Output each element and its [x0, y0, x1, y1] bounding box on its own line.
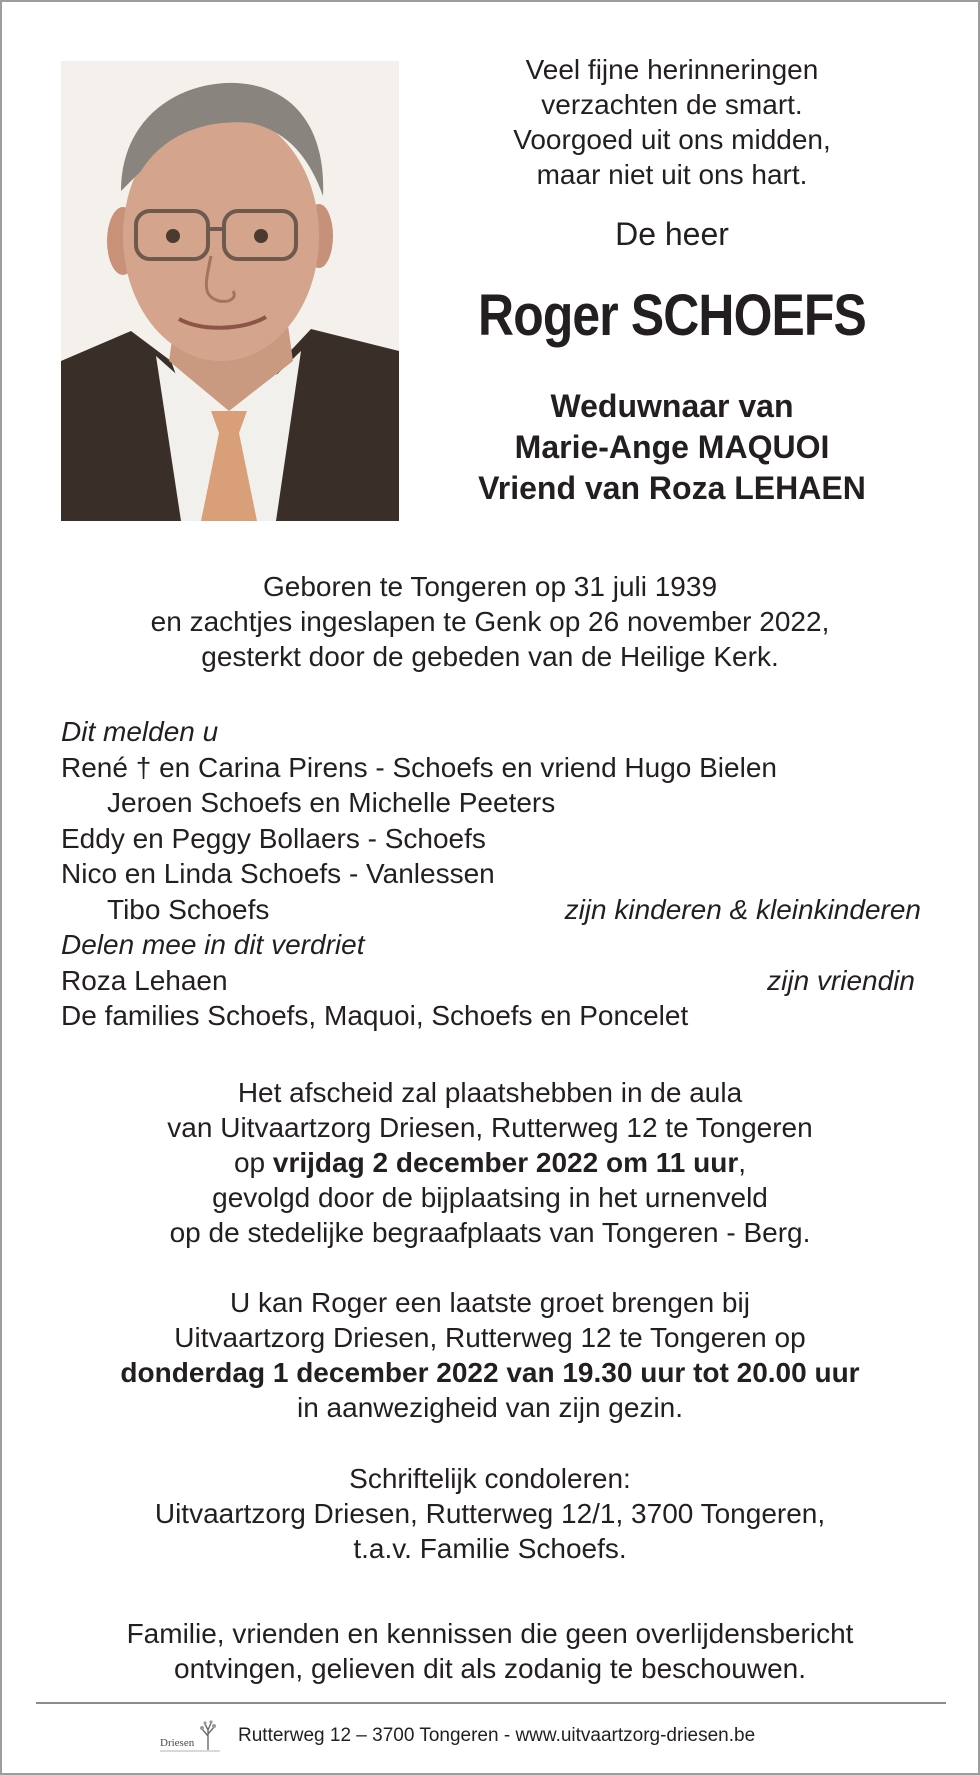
closing-block [2, 1616, 978, 1686]
ceremony-line: van Uitvaartzorg Driesen, Rutterweg 12 te Tongeren [167, 1112, 813, 1143]
visitation-line: Uitvaartzorg Driesen, Rutterweg 12 te Tongeren op [174, 1322, 806, 1353]
funeral-home-logo [158, 1716, 224, 1756]
footer [2, 1716, 978, 1756]
friend-line [61, 963, 921, 999]
condolence-line: t.a.v. Familie Schoefs. [353, 1533, 627, 1564]
friend-name: Roza Lehaen [61, 964, 228, 996]
portrait-photo [61, 61, 399, 521]
memorial-poem [432, 52, 912, 192]
poem-line: Voorgoed uit ons midden, [513, 124, 831, 155]
family-line: Jeroen Schoefs en Michelle Peeters [107, 787, 556, 818]
poem-line: verzachten de smart. [541, 89, 803, 120]
ceremony-line: op de stedelijke begraafplaats van Tongeren - Berg. [169, 1217, 811, 1248]
family-line-last [61, 892, 921, 928]
birth-block [2, 569, 978, 674]
ceremony-line: gevolgd door de bijplaatsing in het urnenveld [212, 1182, 768, 1213]
poem-line: Veel fijne herinneringen [525, 54, 819, 85]
condolence-line: Uitvaartzorg Driesen, Rutterweg 12/1, 3700 Tongeren, [154, 1498, 826, 1529]
ceremony-line: Het afscheid zal plaatshebben in de aula [237, 1077, 743, 1108]
visitation-line: in aanwezigheid van zijn gezin. [296, 1392, 684, 1423]
grandchild-name: Tibo Schoefs [107, 893, 270, 925]
footer-divider [36, 1702, 946, 1704]
ceremony-date-prefix: op [233, 1147, 273, 1178]
condolence-block [2, 1461, 978, 1566]
logo-text: Driesen [160, 1737, 195, 1749]
deceased-name: Roger SCHOEFS [478, 283, 866, 348]
friend-label: zijn vriendin [767, 964, 915, 996]
relations [432, 386, 912, 509]
share-intro: Delen mee in dit verdriet [61, 929, 365, 960]
header-block [432, 52, 912, 509]
visitation-date [2, 1355, 978, 1390]
children-label: zijn kinderen & kleinkinderen [564, 893, 921, 925]
relation-line: Marie-Ange MAQUOI [514, 429, 830, 465]
ceremony-line [2, 1145, 978, 1180]
family-intro: Dit melden u [61, 716, 219, 747]
family-line: Nico en Linda Schoefs - Vanlessen [61, 858, 495, 889]
ceremony-block [2, 1075, 978, 1250]
visitation-block [2, 1285, 978, 1425]
birth-line: Geboren te Tongeren op 31 juli 1939 [262, 571, 718, 602]
closing-line: ontvingen, gelieven dit als zodanig te beschouwen. [174, 1653, 806, 1684]
condolence-line: Schriftelijk condoleren: [349, 1463, 631, 1494]
poem-line: maar niet uit ons hart. [536, 159, 808, 190]
family-line: Eddy en Peggy Bollaers - Schoefs [61, 822, 486, 854]
footer-address: Rutterweg 12 – 3700 Tongeren - www.uitvaartzorg-driesen.be [238, 1725, 756, 1746]
visitation-line: U kan Roger een laatste groet brengen bij [230, 1287, 750, 1318]
family-list [61, 714, 921, 1034]
ceremony-date: vrijdag 2 december 2022 om 11 uur [272, 1147, 739, 1178]
birth-line: en zachtjes ingeslapen te Genk op 26 november 2022, [150, 606, 830, 637]
families-line: De families Schoefs, Maquoi, Schoefs en Poncelet [61, 1000, 689, 1031]
relation-line: Vriend van Roza LEHAEN [478, 470, 866, 506]
birth-line: gesterkt door de gebeden van de Heilige Kerk. [201, 641, 779, 672]
closing-line: Familie, vrienden en kennissen die geen overlijdensbericht [126, 1618, 854, 1649]
ceremony-date-suffix: , [738, 1147, 747, 1178]
relation-line: Weduwnaar van [550, 388, 794, 424]
honorific: De heer [615, 216, 729, 252]
family-line: René † en Carina Pirens - Schoefs en vriend Hugo Bielen [61, 751, 777, 783]
visitation-date-text: donderdag 1 december 2022 van 19.30 uur tot 20.00 uur [120, 1357, 860, 1388]
